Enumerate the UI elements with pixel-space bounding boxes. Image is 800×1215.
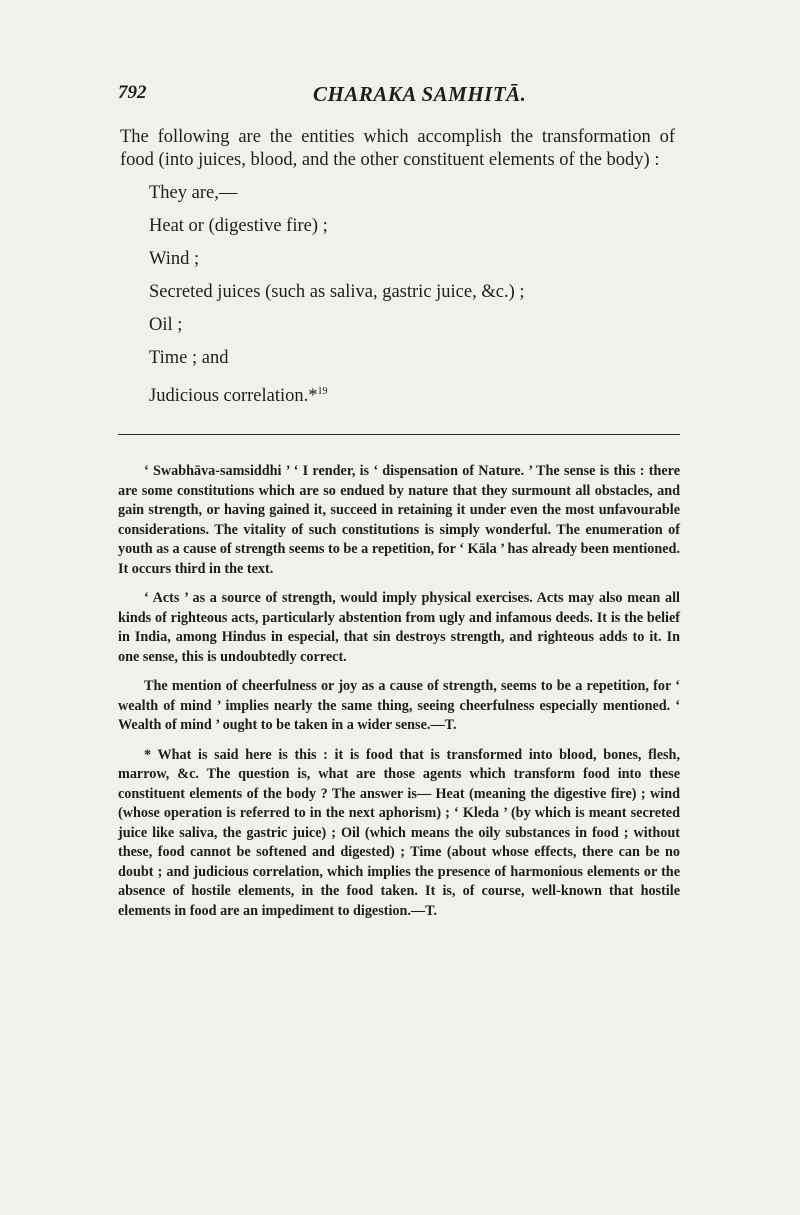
footnote-paragraph: * What is said here is this : it is food that is transformed into blood, bones, flesh, marrow, &c. The question is, what are those agents which transform food into these constituent elements of the body ? The answer is— Heat (meaning the digestive fire) ; wind (whose operation is referred to in the next aphorism) ; ‘ Kleda ’ (by which is meant secreted juice like saliva, the gastric juice) ; Oil (which means the oily substances in food ; without these, food cannot be softened and digested) ; Time (about whose effects, there can be no doubt ; and judicious correlation, which implies the presence of harmonious elements or the absence of hostile elements, in the food taken. It is, of course, well-known that hostile elements in food are an impediment to digestion.—T. bbox=[118, 746, 680, 919]
footnote-paragraph: The mention of cheerfulness or joy as a cause of strength, seems to be a repetition, for ‘ wealth of mind ’ implies nearly the same thing, seeing cheerfulness especially mentioned. ‘ Wealth of mind ’ ought to be taken in a wider sense.—T. bbox=[118, 678, 680, 733]
list-item: Time ; and bbox=[149, 348, 229, 368]
page-header bbox=[118, 82, 678, 112]
entity-list bbox=[149, 182, 675, 408]
footnotes bbox=[118, 462, 680, 931]
footnote-reference: 19 bbox=[317, 386, 328, 397]
page-number: 792 bbox=[118, 82, 147, 103]
list-item: Wind ; bbox=[149, 249, 200, 269]
list-item: Secreted juices (such as saliva, gastric juice, &c.) ; bbox=[149, 282, 525, 302]
running-title: CHARAKA SAMHITĀ. bbox=[313, 82, 527, 106]
footnote-paragraph: ‘ Swabhāva-samsiddhi ’ ‘ I render, is ‘ dispensation of Nature. ’ The sense is this : there are some constitutions which are so endued by nature that they surmount all obstacles, and gain strength, or having gained it, succeed in retaining it under even the most unfavourable considerations. The vitality of such constitutions is simply wonderful. The enumeration of youth as a cause of strength seems to be a repetition, for ‘ Kāla ’ has already been mentioned. It occurs third in the text. bbox=[118, 463, 680, 577]
list-item-last bbox=[149, 380, 675, 408]
footnote-divider bbox=[118, 434, 680, 435]
main-text bbox=[120, 126, 675, 408]
list-item: Heat or (digestive fire) ; bbox=[149, 216, 328, 236]
intro-paragraph: The following are the entities which accomplish the transformation of food (into juices, blood, and the other constituent elements of the body) : bbox=[120, 127, 675, 170]
list-item: They are,— bbox=[149, 183, 238, 203]
footnote-paragraph: ‘ Acts ’ as a source of strength, would imply physical exercises. Acts may also mean all kinds of righteous acts, particularly abstention from ugly and infamous deeds. It is the belief in India, among Hindus in especial, that sin destroys strength, and righteous adds to it. In one sense, this is undoubtedly correct. bbox=[118, 590, 680, 665]
list-item: Oil ; bbox=[149, 315, 183, 335]
list-item-text: Judicious correlation.* bbox=[149, 386, 318, 407]
